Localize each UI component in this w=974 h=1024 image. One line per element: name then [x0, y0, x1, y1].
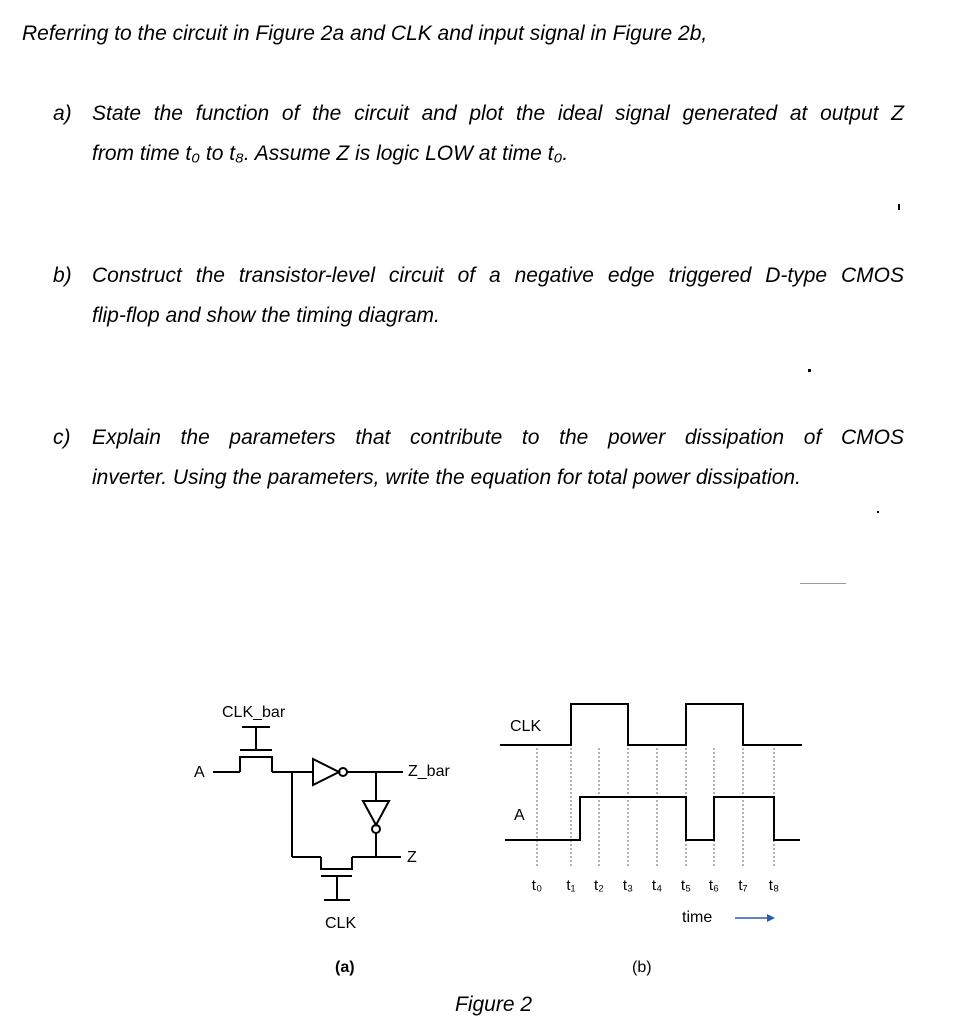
figure-title: Figure 2: [455, 993, 533, 1016]
input-a-label: A: [194, 764, 205, 781]
caption-b: (b): [632, 959, 652, 976]
tick-t0: t₀: [531, 877, 543, 894]
pass-transistor-bottom: [321, 857, 352, 869]
circuit-diagram: [213, 727, 403, 900]
tick-t8: t₈: [768, 877, 780, 894]
a-waveform: [505, 797, 800, 840]
z-bar-label: Z_bar: [408, 763, 450, 780]
part-b-line1: Construct the transistor-level circuit of a negative edge triggered D-type CMOS: [92, 264, 904, 287]
time-axis-label: time: [682, 909, 713, 926]
pass-transistor-top: [240, 757, 272, 772]
part-c-line2: inverter. Using the parameters, write the equation for total power dissipation.: [92, 466, 801, 489]
part-c-label: c): [53, 426, 71, 449]
time-tick-labels: [532, 877, 779, 894]
part-a-line2: from time t₀ to t₈. Assume Z is logic LOW at time t₀.: [92, 142, 569, 165]
clk-waveform: [500, 704, 802, 745]
part-b-label: b): [53, 264, 72, 287]
tick-t5: t₅: [680, 877, 692, 894]
tick-t2: t₂: [594, 877, 604, 894]
question-intro: Referring to the circuit in Figure 2a and CLK and input signal in Figure 2b,: [22, 22, 708, 45]
caption-a: (a): [335, 959, 355, 976]
timing-clk-label: CLK: [510, 718, 542, 735]
inverter-2: [363, 801, 389, 825]
part-a-line1: State the function of the circuit and plot the ideal signal generated at output Z: [92, 102, 904, 125]
clk-bar-label: CLK_bar: [222, 704, 286, 721]
part-a-label: a): [53, 102, 72, 125]
tick-t6: t₆: [708, 877, 720, 894]
tick-t3: t₃: [622, 877, 634, 894]
tick-t7: t₇: [738, 877, 748, 894]
z-label: Z: [407, 849, 417, 866]
timing-a-label: A: [514, 807, 525, 824]
inverter-1: [313, 759, 339, 785]
clk-label: CLK: [325, 915, 357, 932]
part-b-line2: flip-flop and show the timing diagram.: [92, 304, 440, 327]
tick-t1: t₁: [566, 877, 576, 894]
tick-t4: t₄: [651, 877, 663, 894]
part-c-line1: Explain the parameters that contribute to the power dissipation of CMOS: [92, 426, 904, 449]
